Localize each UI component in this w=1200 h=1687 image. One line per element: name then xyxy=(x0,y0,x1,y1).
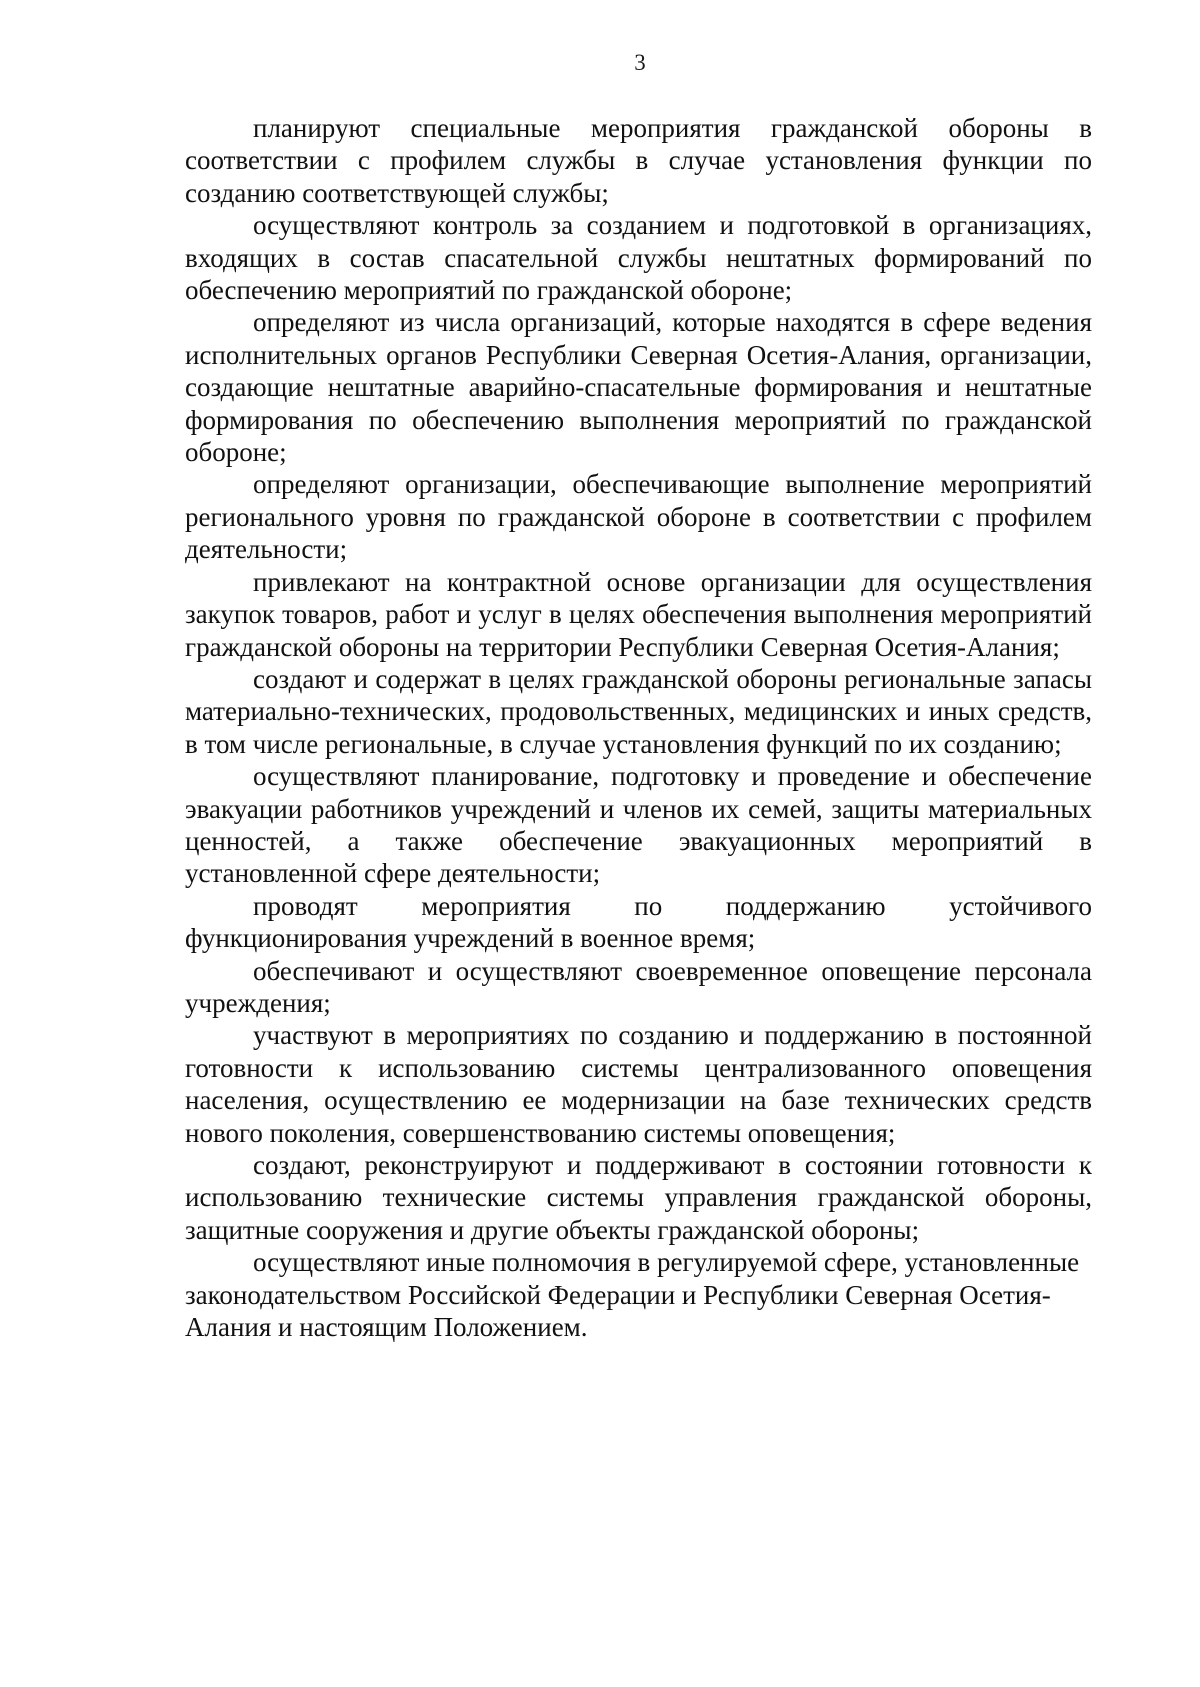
paragraph-6: создают и содержат в целях гражданской обороны региональные запасы материально-технических, продовольственных, медицинских и иных средств, в том числе региональные, в случае установления функций по их созданию; xyxy=(185,663,1092,759)
page-number: 3 xyxy=(634,50,646,75)
paragraph-8: проводят мероприятия по поддержанию устойчивого функционирования учреждений в военное время; xyxy=(185,890,1092,954)
paragraph-7: осуществляют планирование, подготовку и проведение и обеспечение эвакуации работников учреждений и членов их семей, защиты материальных ценностей, а также обеспечение эвакуационных мероприятий в установленной сфере деятельности; xyxy=(185,761,1092,889)
paragraph-9: обеспечивают и осуществляют своевременное оповещение персонала учреждения; xyxy=(185,955,1092,1018)
paragraph-11: создают, реконструируют и поддерживают в состоянии готовности к использованию технические системы управления гражданской обороны, защитные сооружения и другие объекты гражданской обороны; xyxy=(185,1150,1092,1245)
document-body xyxy=(185,112,1092,1343)
paragraph-10: участвуют в мероприятиях по созданию и поддержанию в постоянной готовности к использованию системы централизованного оповещения населения, осуществлению ее модернизации на базе технических средств нового поколения, совершенствованию системы оповещения; xyxy=(185,1020,1092,1148)
paragraph-2: осуществляют контроль за созданием и подготовкой в организациях, входящих в состав спасательной службы нештатных формирований по обеспечению мероприятий по гражданской обороне; xyxy=(185,210,1092,306)
paragraph-12: осуществляют иные полномочия в регулируемой сфере, установленные законодательством Российской Федерации и Республики Северная Осетия-Алания и настоящим Положением. xyxy=(185,1247,1080,1343)
paragraph-5: привлекают на контрактной основе организации для осуществления закупок товаров, работ и услуг в целях обеспечения выполнения мероприятий гражданской обороны на территории Республики Северная Осетия-Алания; xyxy=(185,566,1092,662)
paragraph-3: определяют из числа организаций, которые находятся в сфере ведения исполнительных органов Республики Северная Осетия-Алания, организации, создающие нештатные аварийно-спасательные формирования и нештатные формирования по обеспечению выполнения мероприятий по гражданской обороне; xyxy=(185,307,1092,468)
paragraph-1: планируют специальные мероприятия гражданской обороны в соответствии с профилем службы в случае установления функции по созданию соответствующей службы; xyxy=(185,113,1092,208)
paragraph-4: определяют организации, обеспечивающие выполнение мероприятий регионального уровня по гражданской обороне в соответствии с профилем деятельности; xyxy=(185,469,1092,565)
